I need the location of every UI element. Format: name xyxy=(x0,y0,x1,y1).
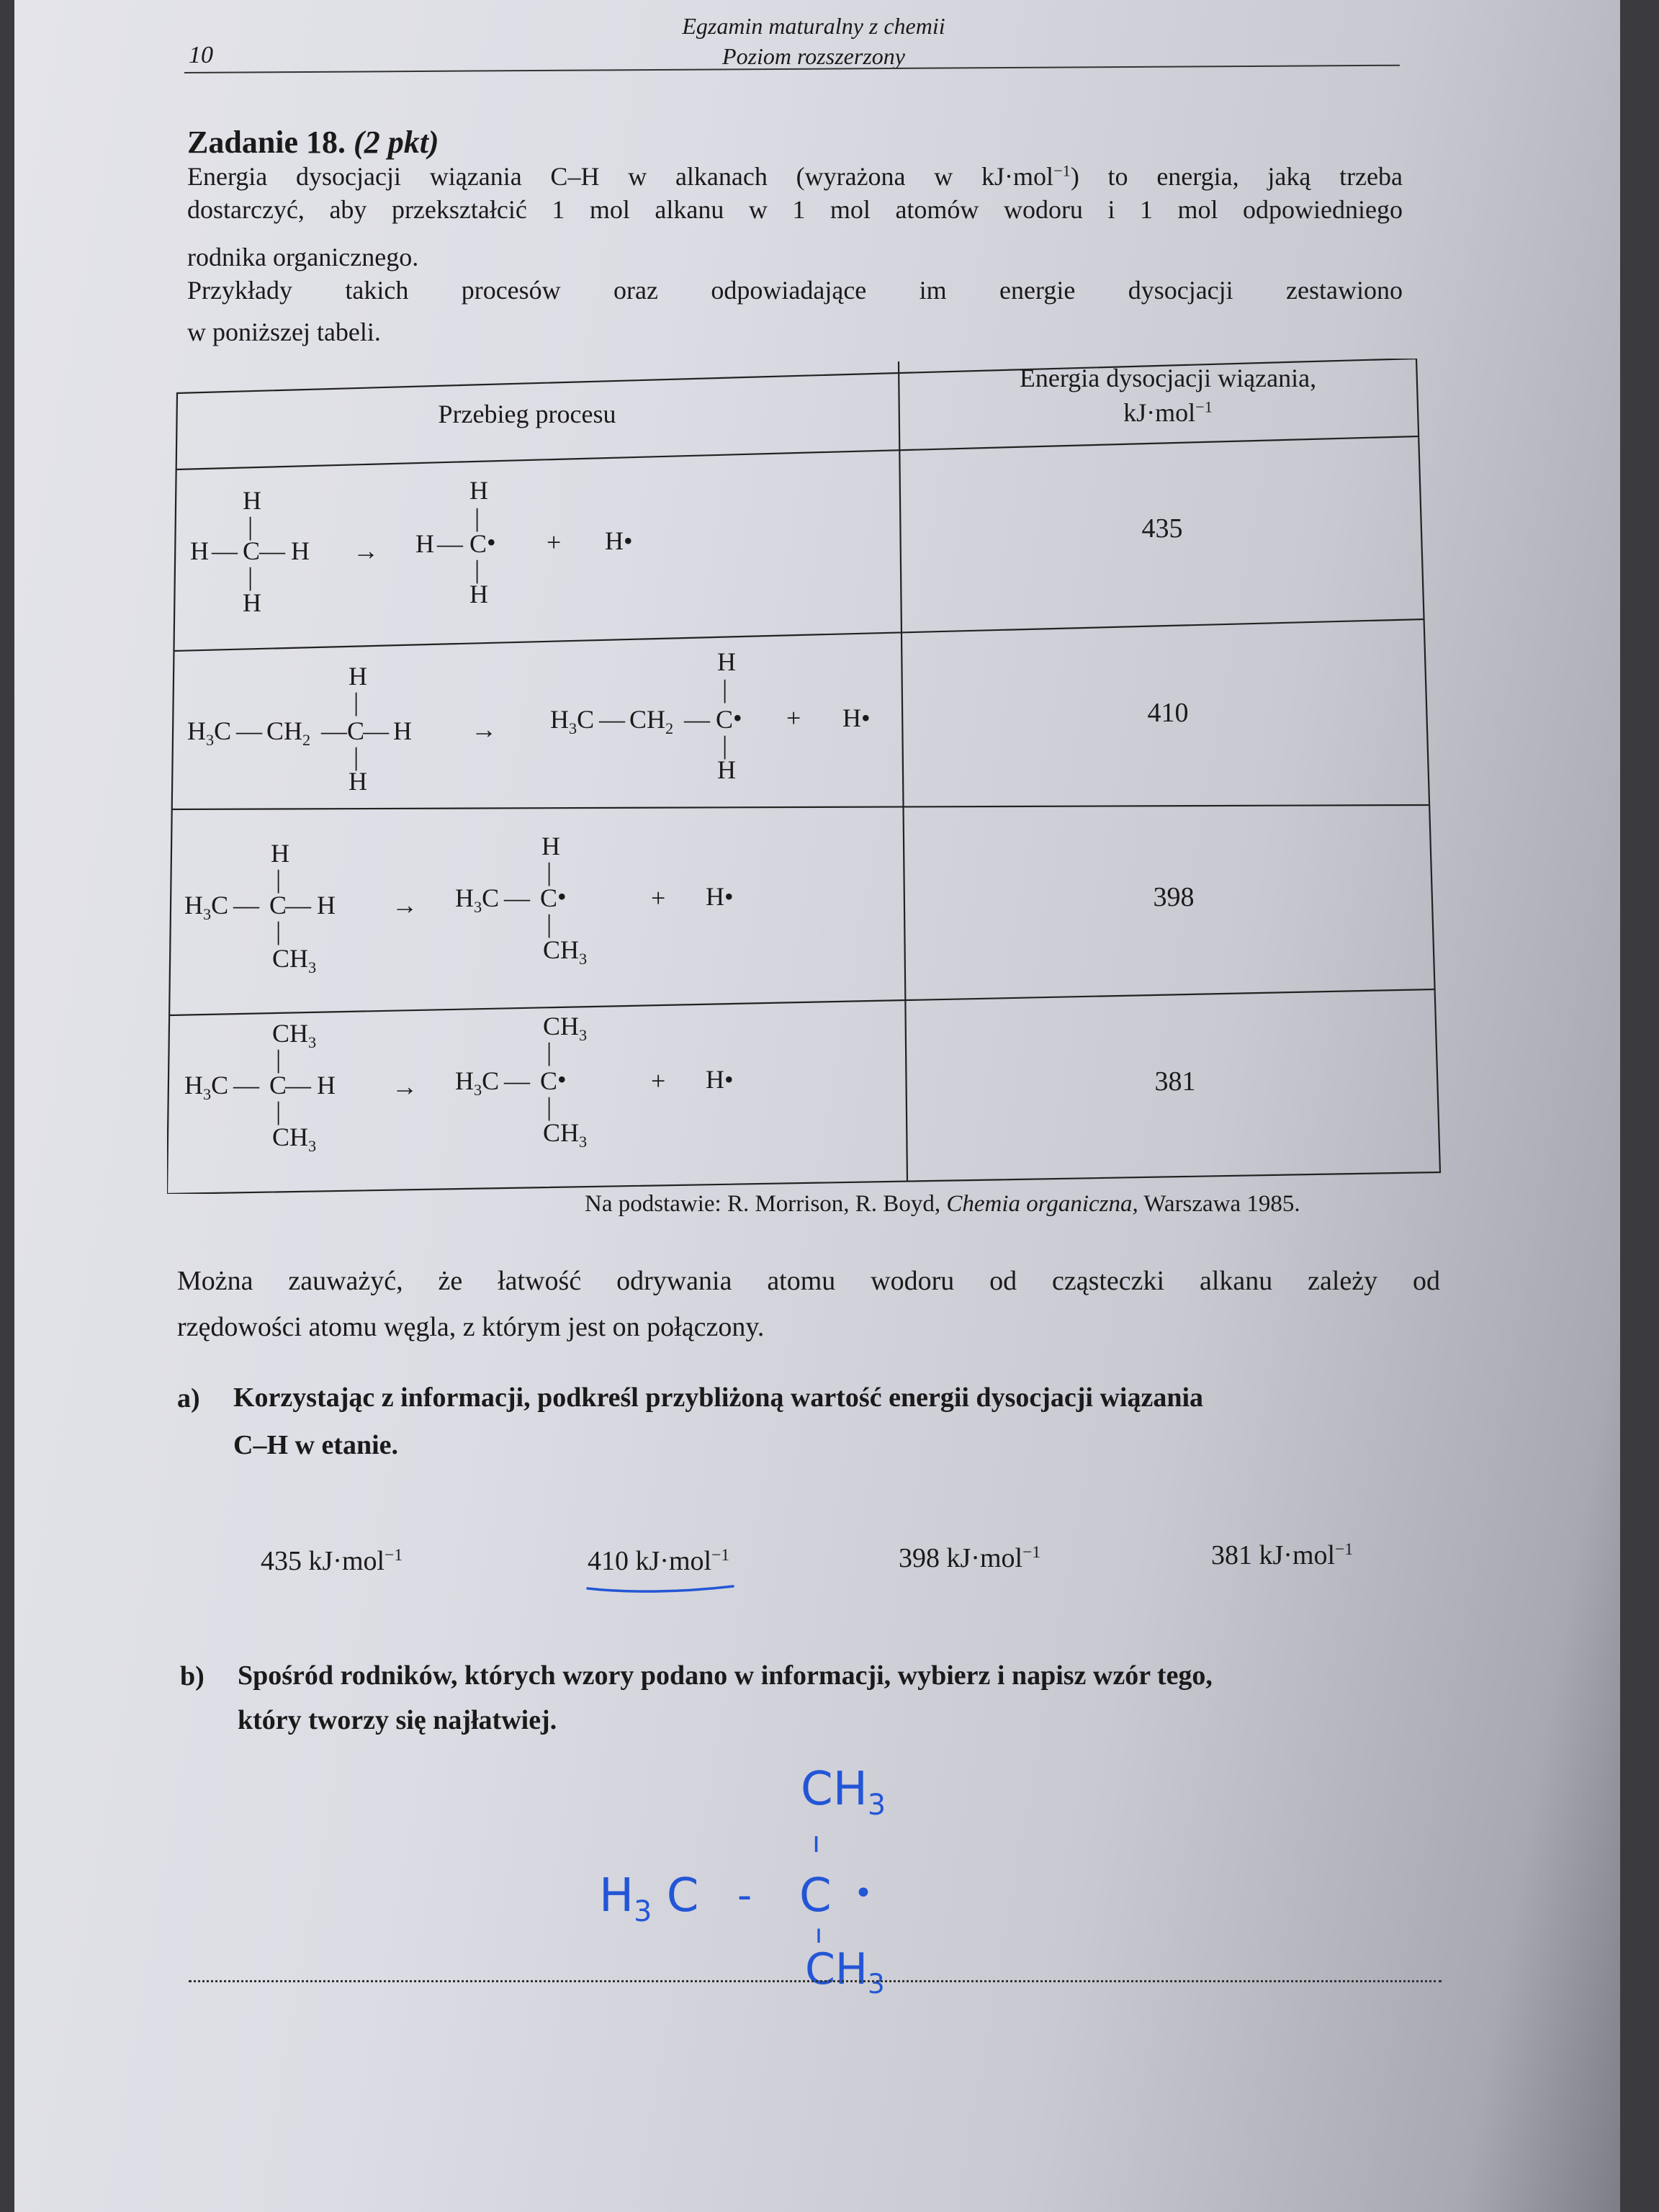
bond-vertical: | xyxy=(547,909,552,938)
group-ch2: $CH_2$ xyxy=(266,716,311,749)
atom-h: H xyxy=(717,647,736,676)
plus-sign: + xyxy=(786,703,801,732)
hw-c: C xyxy=(799,1869,832,1923)
atom-h: H xyxy=(349,767,367,796)
atom-h: H xyxy=(291,536,310,565)
intro-line-1: Energia dysocjacji wiązania C–H w alkanach (wyrażona w kJ·mol$^{-1}$) to energia, jaką trzeba xyxy=(187,161,1403,191)
group-ch3: $CH_3$ xyxy=(272,1019,317,1051)
bond-vertical: | xyxy=(722,731,728,760)
bond-vertical: | xyxy=(475,555,480,584)
hydrogen-radical: H• xyxy=(842,703,871,732)
question-a-line-1: Korzystając z informacji, podkreśl przybliżoną wartość energii dysocjacji wiązania xyxy=(233,1382,1204,1413)
task-points: (2 pkt) xyxy=(354,125,439,160)
group-h3c: $H_3C$ xyxy=(184,1071,229,1103)
task-title: Zadanie 18. (2 pkt) xyxy=(187,125,439,160)
atom-h: H xyxy=(717,755,736,784)
group-h3c: $H_3C$ xyxy=(455,1066,500,1099)
hw-h3c: $H_3$ C xyxy=(599,1869,699,1928)
bond: — xyxy=(437,529,463,558)
atom-c: C xyxy=(347,716,365,745)
observation-line-2: rzędowości atomu węgla, z którym jest on połączony. xyxy=(177,1312,765,1342)
reaction-arrow: → xyxy=(471,715,497,744)
question-a-label: a) xyxy=(177,1383,200,1413)
intro-line-2: dostarczyć, aby przekształcić 1 mol alkanu w 1 mol atomów wodoru i 1 mol odpowiedniego xyxy=(187,195,1403,224)
atom-h: H xyxy=(317,891,336,920)
handwritten-underline xyxy=(583,1577,742,1599)
hw-bond-top: ı xyxy=(812,1826,821,1859)
energy-value: 410 xyxy=(1147,698,1189,728)
hw-bond-bottom: ı xyxy=(815,1920,823,1949)
bond-vertical: | xyxy=(276,917,282,945)
group-h3c: $H_3C$ xyxy=(187,716,232,749)
table-source: Na podstawie: R. Morrison, R. Boyd, Chemia organiczna, Warszawa 1985. xyxy=(585,1191,1300,1217)
atom-h: H xyxy=(243,486,261,515)
atom-h: H xyxy=(317,1071,336,1100)
intro-line-3: rodnika organicznego. xyxy=(187,243,419,271)
group-ch3: $CH_3$ xyxy=(543,1012,588,1044)
bond-vertical: | xyxy=(276,865,282,894)
bond: — xyxy=(233,1071,259,1100)
atom-h: H xyxy=(393,716,412,745)
atom-c: C xyxy=(716,705,734,734)
energy-value: 381 xyxy=(1154,1066,1196,1097)
hw-dash: - xyxy=(737,1872,752,1919)
hydrogen-radical: H• xyxy=(605,526,633,555)
radical-dot: • xyxy=(557,1065,567,1094)
radical-dot: • xyxy=(557,882,567,911)
reaction-arrow: → xyxy=(392,891,418,920)
exam-title: Egzamin maturalny z chemii xyxy=(682,13,945,39)
answer-option[interactable]: 398 kJ·mol$^{-1}$ xyxy=(899,1543,1041,1573)
group-ch3: $CH_3$ xyxy=(272,944,317,976)
plus-sign: + xyxy=(651,884,666,912)
energy-value: 435 xyxy=(1141,513,1183,544)
answer-option[interactable]: 381 kJ·mol$^{-1}$ xyxy=(1211,1540,1354,1570)
bond: — xyxy=(233,891,259,920)
atom-c: C xyxy=(269,891,287,920)
bond-vertical: | xyxy=(354,742,359,771)
bond: — xyxy=(363,716,389,745)
hw-ch3-bottom: $CH_3$ xyxy=(805,1944,885,2000)
bond-vertical: | xyxy=(248,562,253,591)
group-h3c: $H_3C$ xyxy=(184,891,229,923)
bond: — xyxy=(599,705,625,734)
plus-sign: + xyxy=(651,1066,666,1095)
bond: — xyxy=(504,1066,530,1095)
bond: — xyxy=(236,716,262,745)
question-b-line-1: Spośród rodników, których wzory podano w informacji, wybierz i napisz wzór tego, xyxy=(238,1660,1213,1691)
hw-ch3-top: $CH_3$ xyxy=(801,1763,886,1822)
bond-vertical: | xyxy=(547,858,552,886)
atom-c: C xyxy=(469,529,487,558)
col-header-energy: Energia dysocjacji wiązania, xyxy=(1019,364,1317,392)
exam-page xyxy=(14,0,1620,2212)
atom-h: H xyxy=(349,662,367,691)
atom-h: H xyxy=(469,476,488,505)
bond-vertical: | xyxy=(248,512,253,541)
bond: — xyxy=(321,716,347,745)
bond: — xyxy=(684,705,710,734)
intro-line-4: Przykłady takich procesów oraz odpowiadające im energie dysocjacji zestawiono xyxy=(187,276,1403,305)
atom-h: H xyxy=(541,832,560,860)
answer-option-selected[interactable]: 410 kJ·mol$^{-1}$ xyxy=(588,1546,730,1576)
bond: — xyxy=(504,884,530,912)
atom-h: H xyxy=(271,839,289,868)
col-header-unit: kJ·mol$^{-1}$ xyxy=(1123,397,1213,427)
atom-h: H xyxy=(415,529,434,558)
bond-vertical: | xyxy=(354,688,359,716)
question-b-label: b) xyxy=(180,1661,204,1691)
group-ch3: $CH_3$ xyxy=(543,935,588,968)
answer-dotted-line xyxy=(189,1980,1442,1982)
col-header-process: Przebieg procesu xyxy=(438,400,616,428)
bond-vertical: | xyxy=(722,675,728,703)
question-b-line-2: który tworzy się najłatwiej. xyxy=(238,1705,557,1735)
atom-c: C xyxy=(540,884,558,912)
hw-radical-dot: • xyxy=(854,1875,873,1912)
bond-vertical: | xyxy=(547,1092,552,1121)
atom-c: C xyxy=(243,536,261,565)
bond-vertical: | xyxy=(276,1097,282,1125)
reaction-arrow: → xyxy=(392,1072,418,1101)
atom-h: H xyxy=(190,536,209,565)
atom-h: H xyxy=(469,580,488,608)
bond-vertical: | xyxy=(547,1038,552,1066)
reaction-arrow: → xyxy=(353,536,379,565)
group-ch3: $CH_3$ xyxy=(272,1123,317,1155)
dissociation-table xyxy=(167,359,1447,1194)
bond: — xyxy=(212,536,238,565)
bond-vertical: | xyxy=(475,503,480,532)
answer-option[interactable]: 435 kJ·mol$^{-1}$ xyxy=(261,1546,403,1576)
group-ch2: $CH_2$ xyxy=(629,705,674,737)
bond: — xyxy=(285,891,311,920)
group-h3c: $H_3C$ xyxy=(455,884,500,916)
atom-h: H xyxy=(243,588,261,617)
group-ch3: $CH_3$ xyxy=(543,1118,588,1151)
intro-line-5: w poniższej tabeli. xyxy=(187,318,381,346)
hydrogen-radical: H• xyxy=(706,882,734,911)
question-a-line-2: C–H w etanie. xyxy=(233,1430,399,1460)
page-number: 10 xyxy=(189,42,213,68)
hydrogen-radical: H• xyxy=(706,1065,734,1094)
bond-vertical: | xyxy=(276,1045,282,1074)
radical-dot: • xyxy=(487,528,496,557)
group-h3c: $H_3C$ xyxy=(550,705,595,737)
energy-value: 398 xyxy=(1153,882,1195,912)
plus-sign: + xyxy=(547,528,562,557)
bond: — xyxy=(259,536,285,565)
atom-c: C xyxy=(269,1071,287,1100)
atom-c: C xyxy=(540,1066,558,1095)
observation-line-1: Można zauważyć, że łatwość odrywania atomu wodoru od cząsteczki alkanu zależy od xyxy=(177,1266,1440,1296)
bond: — xyxy=(285,1071,311,1100)
radical-dot: • xyxy=(733,703,742,732)
exam-level: Poziom rozszerzony xyxy=(722,43,905,69)
